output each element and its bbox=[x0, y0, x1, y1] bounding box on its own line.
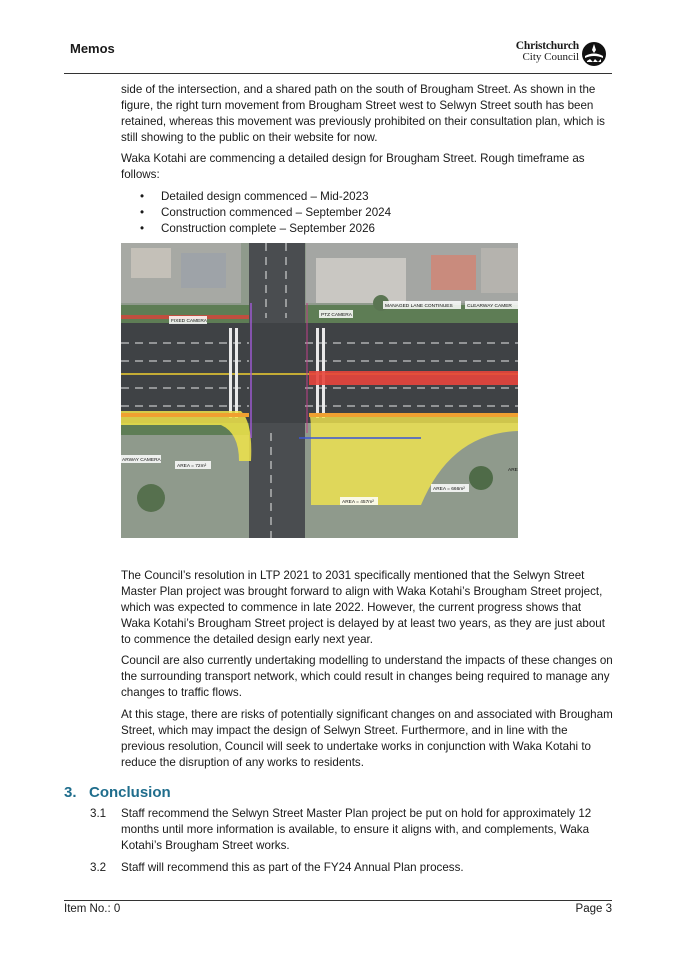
label-managed-lane: MANAGED LANE CONTINUES bbox=[385, 304, 453, 309]
timeframe-list bbox=[140, 189, 391, 237]
logo-line-2: City Council bbox=[522, 51, 579, 63]
document-header-title: Memos bbox=[70, 41, 115, 56]
clause-text: Staff will recommend this as part of the FY24 Annual Plan process. bbox=[121, 861, 464, 874]
list-item: • Construction complete – September 2026 bbox=[140, 221, 391, 237]
paragraph-ltp-resolution: The Council’s resolution in LTP 2021 to 2031 specifically mentioned that the Selwyn Street Master Plan project was brought forward to align with Waka Kotahi’s Brougham Street project, which was expected to commence in late 2022. However, the current progress shows that Waka Kotahi’s Brougham Street project is delayed by at least two years, as they are just about to commence the detailed design early next year. bbox=[121, 569, 605, 646]
label-area-left: AREA = 72m² bbox=[177, 464, 207, 469]
clause-text: Staff recommend the Selwyn Street Master Plan project be put on hold for approximately 12 months until more information is available, to ensure it aligns with, and complements, Waka Kotahi’s Brougham Street works. bbox=[121, 807, 592, 852]
section-title: Conclusion bbox=[89, 784, 171, 801]
section-heading-conclusion bbox=[64, 784, 171, 801]
item-number: Item No.: 0 bbox=[64, 903, 121, 915]
paragraph-continuation: side of the intersection, and a shared path on the south of Brougham Street. As shown in the figure, the right turn movement from Brougham Street west to Selwyn Street south has been retained, whereas this movement was previously prohibited on their consultation plan, which is still showing to the public on their website for now. bbox=[121, 83, 605, 144]
paragraph-timeframe-intro: Waka Kotahi are commencing a detailed design for Brougham Street. Rough timeframe as follows: bbox=[121, 152, 585, 181]
cathedral-emblem-icon bbox=[581, 41, 607, 67]
paragraph-risks: At this stage, there are risks of potentially significant changes on and associated with Brougham Street, which may impact the design of Selwyn Street. Furthermore, and in line with the previous resolution, Council will seek to undertake works in conjunction with Waka Kotahi to reduce the disruption of any works to residents. bbox=[121, 708, 613, 769]
footer-divider bbox=[64, 900, 612, 901]
intersection-plan-drawing bbox=[121, 243, 518, 538]
section-number: 3. bbox=[64, 784, 77, 801]
clause-number: 3.1 bbox=[90, 807, 107, 820]
label-area-middle: AREA = 457m² bbox=[342, 500, 374, 505]
christchurch-city-council-logo bbox=[497, 41, 607, 69]
label-clearway-camera-left: ARWAY CAMERA bbox=[122, 458, 161, 463]
header-divider bbox=[64, 73, 612, 74]
label-fixed-camera: FIXED CAMERA bbox=[171, 319, 207, 324]
label-edge-right: ARE bbox=[508, 468, 518, 473]
page-number: Page 3 bbox=[575, 903, 612, 915]
clause-number: 3.2 bbox=[90, 861, 107, 874]
logo-line-1: Christchurch bbox=[515, 40, 579, 52]
list-item: • Detailed design commenced – Mid-2023 bbox=[140, 189, 391, 205]
label-clearway-camera-top: CLEARWAY CAMER bbox=[467, 304, 512, 309]
clause-3-1 bbox=[90, 806, 615, 854]
label-ptz-camera: PTZ CAMERA bbox=[321, 313, 352, 318]
intersection-plan-figure bbox=[121, 243, 518, 538]
paragraph-modelling: Council are also currently undertaking modelling to understand the impacts of these changes on the surrounding transport network, which could result in changes being required to manage any changes to traffic flows. bbox=[121, 654, 613, 699]
label-area-right: AREA = 666m² bbox=[433, 487, 465, 492]
list-item: • Construction commenced – September 2024 bbox=[140, 205, 391, 221]
clause-3-2 bbox=[90, 860, 615, 876]
